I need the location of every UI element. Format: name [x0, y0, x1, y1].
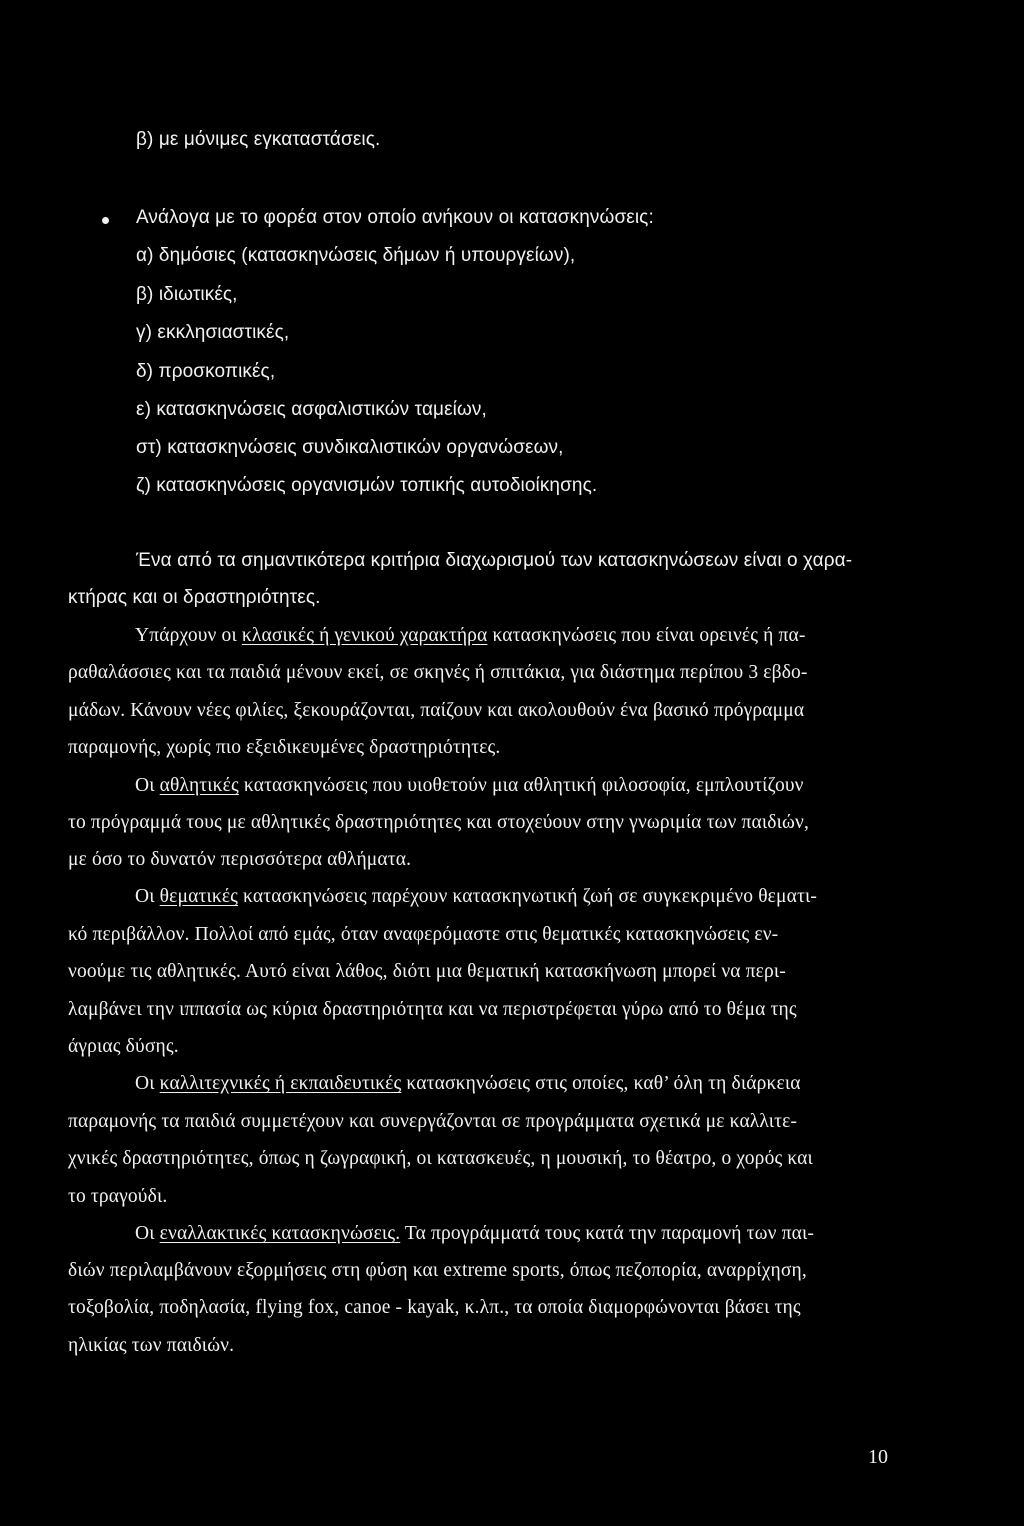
athletic-paragraph-line: με όσο το δυνατόν περισσότερα αθλήματα.: [68, 849, 412, 870]
list-item: α) δημόσιες (κατασκηνώσεις δήμων ή υπουργείων),: [136, 245, 576, 266]
text-run: Τα προγράμματά τους κατά την παραμονή των παι-: [400, 1223, 815, 1244]
underlined-term: θεματικές: [159, 886, 239, 907]
underlined-term: εναλλακτικές κατασκηνώσεις.: [159, 1223, 401, 1244]
classic-paragraph-line: [135, 625, 806, 647]
criteria-paragraph-line: κτήρας και οι δραστηριότητες.: [68, 587, 321, 608]
underlined-term: κλασικές ή γενικού χαρακτήρα: [241, 625, 488, 646]
alternative-paragraph-line: διών περιλαμβάνουν εξορμήσεις στη φύση και extreme sports, όπως πεζοπορία, αναρρίχηση,: [68, 1260, 807, 1281]
bullet-icon: [102, 217, 109, 224]
alternative-paragraph-line: τοξοβολία, ποδηλασία, flying fox, canoe - kayak, κ.λπ., τα οποία διαμορφώνονται βάσει της: [68, 1297, 801, 1318]
text-run: κατασκηνώσεις που υιοθετούν μια αθλητική φιλοσοφία, εμπλουτίζουν: [238, 775, 804, 796]
text-run: κατασκηνώσεις που είναι ορεινές ή πα-: [487, 625, 806, 646]
classic-paragraph-line: ραθαλάσσιες και τα παιδιά μένουν εκεί, σε σκηνές ή σπιτάκια, για διάστημα περίπου 3 εβδο-: [68, 662, 808, 683]
artistic-paragraph-line: το τραγούδι.: [68, 1186, 168, 1207]
artistic-paragraph-line: χνικές δραστηριότητες, όπως η ζωγραφική, οι κατασκευές, η μουσική, το θέατρο, ο χορός και: [68, 1148, 813, 1169]
text-run: Οι: [135, 1073, 160, 1094]
criteria-paragraph-line: Ένα από τα σημαντικότερα κριτήρια διαχωρισμού των κατασκηνώσεων είναι ο χαρα-: [136, 550, 853, 571]
list-item: ζ) κατασκηνώσεις οργανισμών τοπικής αυτοδιοίκησης.: [136, 475, 598, 496]
thematic-paragraph-line: κό περιβάλλον. Πολλοί από εμάς, όταν αναφερόμαστε στις θεματικές κατασκηνώσεις εν-: [68, 924, 779, 945]
text-run: Οι: [135, 1223, 160, 1244]
text-run: κατασκηνώσεις παρέχουν κατασκηνωτική ζωή σε συγκεκριμένο θεματι-: [238, 886, 818, 907]
list-item: β) ιδιωτικές,: [136, 284, 238, 305]
artistic-paragraph-line: παραμονής τα παιδιά συμμετέχουν και συνεργάζονται σε προγράμματα σχετικά με καλλιτε-: [68, 1111, 798, 1132]
athletic-paragraph-line: το πρόγραμμά τους με αθλητικές δραστηριότητες και στοχεύουν στην γνωριμία των παιδιών,: [68, 812, 809, 833]
underlined-term: καλλιτεχνικές ή εκπαιδευτικές: [159, 1073, 402, 1094]
page-number: 10: [868, 1446, 888, 1468]
thematic-paragraph-line: λαμβάνει την ιππασία ως κύρια δραστηριότητα και να περιστρέφεται γύρω από το θέμα της: [68, 999, 797, 1020]
text-run: Υπάρχουν οι: [135, 625, 242, 646]
thematic-paragraph-line: νοούμε τις αθλητικές. Αυτό είναι λάθος, διότι μια θεματική κατασκήνωση μπορεί να περι-: [68, 961, 786, 982]
list-item: γ) εκκλησιαστικές,: [136, 322, 290, 343]
alternative-paragraph-line: ηλικίας των παιδιών.: [68, 1335, 235, 1356]
list-heading: Ανάλογα με το φορέα στον οποίο ανήκουν οι κατασκηνώσεις:: [136, 207, 654, 228]
thematic-paragraph-line: άγριας δύσης.: [68, 1036, 179, 1057]
classic-paragraph-line: μάδων. Κάνουν νέες φιλίες, ξεκουράζονται, παίζουν και ακολουθούν ένα βασικό πρόγραμμα: [68, 700, 805, 721]
list-item: δ) προσκοπικές,: [136, 361, 276, 382]
text-run: Οι: [135, 775, 160, 796]
alternative-paragraph-line: [135, 1223, 814, 1245]
text-run: Οι: [135, 886, 160, 907]
underlined-term: αθλητικές: [159, 775, 239, 796]
list-item: στ) κατασκηνώσεις συνδικαλιστικών οργανώσεων,: [136, 437, 564, 458]
text-run: κατασκηνώσεις στις οποίες, καθ’ όλη τη διάρκεια: [401, 1073, 801, 1094]
list-item-permanent: β) με μόνιμες εγκαταστάσεις.: [136, 129, 381, 150]
thematic-paragraph-line: [135, 886, 817, 908]
artistic-paragraph-line: [135, 1073, 801, 1095]
classic-paragraph-line: παραμονής, χωρίς πιο εξειδικευμένες δραστηριότητες.: [68, 737, 501, 758]
athletic-paragraph-line: [135, 775, 804, 797]
list-item: ε) κατασκηνώσεις ασφαλιστικών ταμείων,: [136, 399, 487, 420]
